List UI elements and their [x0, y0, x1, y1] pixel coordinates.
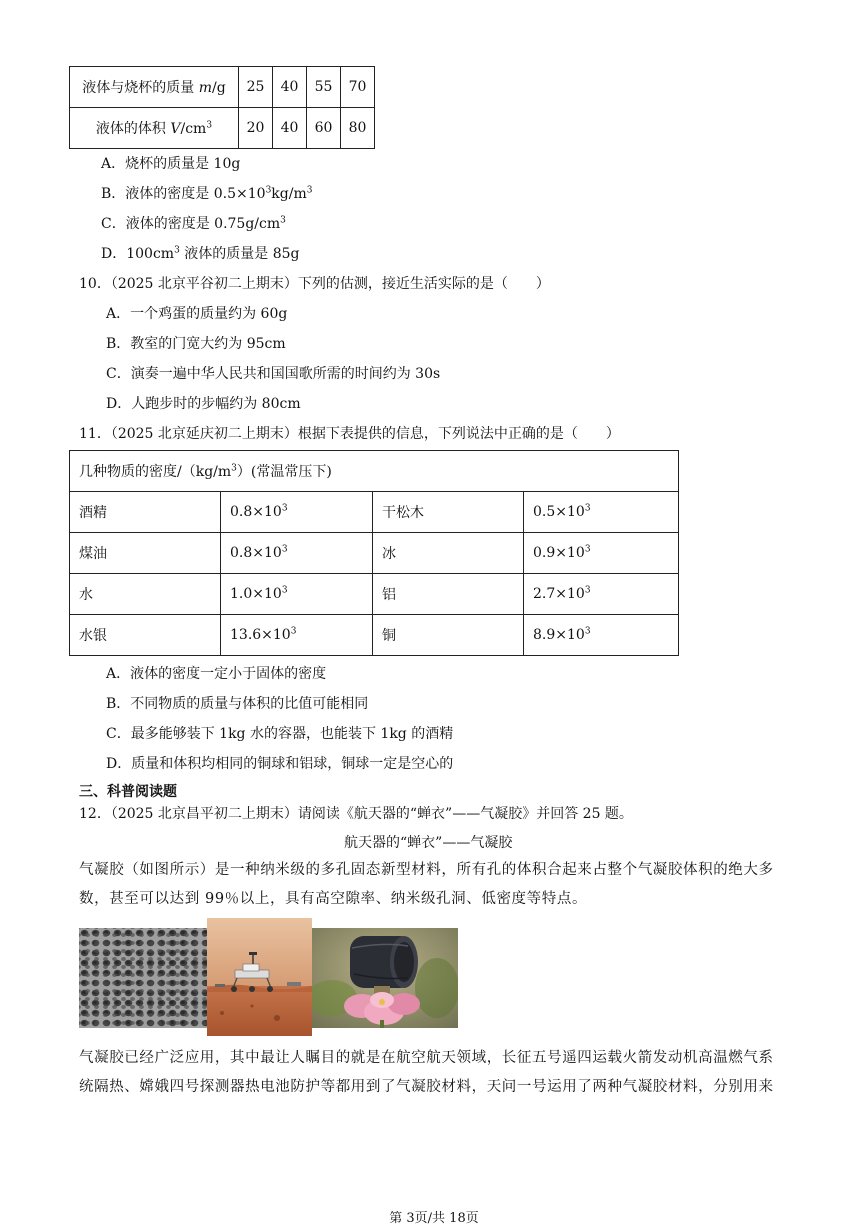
q10-option-b: B．教室的门宽大约为 95cm [106, 336, 286, 352]
article-paragraph-2: 气凝胶已经广泛应用，其中最让人瞩目的就是在航空航天领域，长征五号遥四运载火箭发动机高温燃气系统隔热、嫦娥四号探测器热电池防护等都用到了气凝胶材料，天问一号运用了两种气凝胶材料，分别用来 [79, 1050, 774, 1095]
table-cell: $8.9\times 10^3$ [524, 615, 679, 656]
q10-option-d: D．人跑步时的步幅约为 80cm [106, 396, 301, 412]
q9-option-d: D．$100cm^3$ 液体的质量是 85g [101, 245, 300, 262]
aerogel-on-flower-image [312, 928, 458, 1028]
table-row [70, 574, 679, 615]
table-cell: $1.0\times 10^3$ [221, 574, 373, 615]
q11-option-c: C．最多能够装下 1kg 水的容器，也能装下 1kg 的酒精 [106, 726, 454, 742]
article-title: 航天器的“蝉衣”——气凝胶 [344, 835, 513, 851]
table-cell: 70 [341, 67, 375, 108]
q11-option-b: B．不同物质的质量与体积的比值可能相同 [106, 696, 369, 712]
table-cell: $2.7\times 10^3$ [524, 574, 679, 615]
table-cell: 铜 [373, 615, 524, 656]
q9-option-b: B．液体的密度是 $0.5\times 10^3kg/m^3$ [101, 185, 313, 202]
q9-option-c: C．液体的密度是 $0.75g/cm^3$ [101, 215, 286, 232]
table-row [70, 615, 679, 656]
table-cell: 煤油 [70, 533, 221, 574]
table-cell: $0.8\times 10^3$ [221, 492, 373, 533]
table-cell: 冰 [373, 533, 524, 574]
table-row [70, 451, 679, 492]
table-row [70, 492, 679, 533]
table-cell: 液体的体积 $V/cm^3$ [70, 108, 239, 149]
q10-option-a: A．一个鸡蛋的质量约为 60g [106, 306, 288, 322]
table-row [70, 108, 375, 149]
section-heading: 三、科普阅读题 [79, 784, 177, 800]
table-cell: 55 [307, 67, 341, 108]
table-cell: $13.6\times 10^3$ [221, 615, 373, 656]
table-header: 几种物质的密度$/(kg/m^3)$(常温常压下) [70, 451, 679, 492]
aerogel-micrograph-image [79, 928, 207, 1028]
table-cell: 20 [239, 108, 273, 149]
table-cell: 60 [307, 108, 341, 149]
table-row [70, 67, 375, 108]
table-cell: 40 [273, 67, 307, 108]
table-cell: 水 [70, 574, 221, 615]
table-cell: 干松木 [373, 492, 524, 533]
q12-stem: 12．（2025 北京昌平初二上期末）请阅读《航天器的“蝉衣”——气凝胶》并回答 25 题。 [79, 806, 633, 822]
mars-rover-image [207, 918, 312, 1036]
table-cell: 液体与烧杯的质量 m/g [70, 67, 239, 108]
q11-stem: 11．（2025 北京延庆初二上期末）根据下表提供的信息，下列说法中正确的是（ ） [79, 426, 620, 442]
table-cell: 40 [273, 108, 307, 149]
density-table [69, 450, 679, 656]
page-footer: 第 3页/共 18页 [389, 1211, 479, 1226]
mass-volume-table [69, 66, 375, 149]
q9-option-a: A．烧杯的质量是 10g [101, 156, 241, 172]
q10-stem: 10．（2025 北京平谷初二上期末）下列的估测，接近生活实际的是（ ） [79, 276, 550, 292]
q10-option-c: C．演奏一遍中华人民共和国国歌所需的时间约为 30s [106, 366, 441, 382]
q11-option-d: D．质量和体积均相同的铜球和铝球，铜球一定是空心的 [106, 756, 454, 772]
table-cell: $0.9\times 10^3$ [524, 533, 679, 574]
table-cell: 水银 [70, 615, 221, 656]
table-cell: $0.5\times 10^3$ [524, 492, 679, 533]
table-cell: 80 [341, 108, 375, 149]
article-paragraph-1: 气凝胶（如图所示）是一种纳米级的多孔固态新型材料，所有孔的体积合起来占整个气凝胶体积的绝大多数，甚至可以达到 99％以上，具有高空隙率、纳米级孔洞、低密度等特点。 [79, 862, 774, 907]
table-cell: 25 [239, 67, 273, 108]
table-cell: 铝 [373, 574, 524, 615]
table-cell: 酒精 [70, 492, 221, 533]
q11-option-a: A．液体的密度一定小于固体的密度 [106, 666, 327, 682]
table-row [70, 533, 679, 574]
table-cell: $0.8\times 10^3$ [221, 533, 373, 574]
